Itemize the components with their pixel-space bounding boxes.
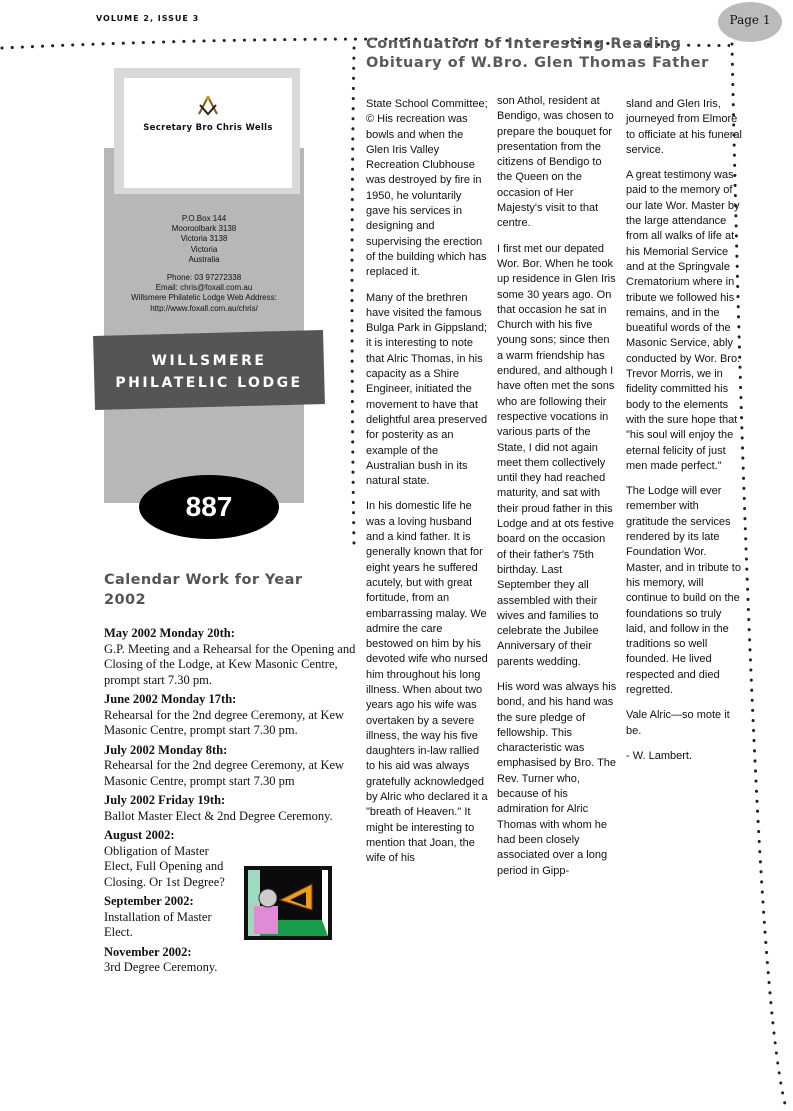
event-date: August 2002: — [104, 828, 175, 842]
article-paragraph: son Athol, resident at Bendigo, was chosen to prepare the bouquet for presentation from the citizens of Bendigo to the Queen on the occasion of Her Majesty's visit to that centre. — [497, 95, 614, 230]
event-date: June 2002 Monday 17th: — [104, 692, 237, 706]
event-date: July 2002 Monday 8th: — [104, 742, 228, 757]
lodge-number: 887 — [139, 475, 279, 539]
dotted-border-column — [346, 46, 362, 546]
article-paragraph: His word was always his bond, and his hand was the sure pledge of fellowship. This characteristic was emphasised by Bro. The Rev. Turner who, because of his admiration for Alric Thomas with whom he had been closely associated over a long period in Gipp- — [497, 680, 617, 877]
article-column-2 — [497, 94, 617, 889]
event-text: 3rd Degree Ceremony. — [104, 960, 218, 974]
article-signature: - W. Lambert. — [626, 749, 693, 762]
calendar-event — [104, 828, 236, 890]
lodge-name — [94, 350, 324, 394]
address-line: Australia — [188, 254, 220, 264]
web-label: Willsmere Philatelic Lodge Web Address: — [131, 293, 277, 303]
event-text: Ballot Master Elect & 2nd Degree Ceremony. — [104, 808, 333, 823]
article-paragraph: State School Committee; © His recreation was bowls and when the Glen Iris Valley Recreation Clubhouse was destroyed by fire in 1950, he voluntarily gave his services in designing and supervising the erection of the building which has replaced it. — [366, 98, 488, 279]
event-text: G.P. Meeting and a Rehearsal for the Opening and Closing of the Lodge, at Kew Masonic Centre, prompt start 7.30 pm. — [104, 641, 356, 687]
phone: Phone: 03 97272338 — [166, 273, 242, 283]
secretary-name: Secretary Bro Chris Wells — [143, 123, 273, 133]
article-paragraph: Vale Alric—so mote it be. — [626, 709, 730, 737]
lodge-name-line2: PHILATELIC LODGE — [115, 375, 303, 391]
event-text: Obligation of Master Elect, Full Opening and Closing. Or 1st Degree? — [104, 843, 225, 889]
event-text: Installation of Master Elect. — [104, 909, 212, 939]
article-paragraph: Many of the brethren have visited the famous Bulga Park in Gippsland; it is interesting to note that Alric Thomas, in his capacity as a Shire Engineer, initiated the movement to have that delightful area preserved for posterity as an example of the Australian bush in its natural state. — [366, 291, 488, 488]
calendar-event — [104, 743, 359, 790]
calendar-event — [104, 793, 359, 824]
contact-address — [104, 214, 304, 314]
article-paragraph: sland and Glen Iris, journeyed from Elmore to officiate at his funeral service. — [626, 98, 742, 156]
address-line: Victoria — [190, 244, 218, 254]
event-date: July 2002 Friday 19th: — [104, 793, 226, 807]
address-line: Victoria 3138 — [180, 234, 228, 244]
article-paragraph: In his domestic life he was a loving husband and a kind father. It is generally known that for eight years he suffered acutely, but with great fortitude, from an embarrassing malay. We admire the care bestowed on him by his devoted wife who nursed him throughout his long illness. When about two years ago his wife was overtaken by a severe illness, the way his five daughters in-law rallied to his aid was always gratefully acknowledged by Alric who declared it a "breath of Heaven." It might be interesting to mention that Joan, the wife of his — [366, 500, 488, 865]
sidebar-panel — [104, 148, 304, 503]
event-text: Rehearsal for the 2nd degree Ceremony, at Kew Masonic Centre, prompt start 7.30 pm — [104, 758, 345, 788]
article-heading-line2: Obituary of W.Bro. Glen Thomas Father — [366, 55, 709, 71]
calendar-event — [104, 692, 359, 739]
calendar-event — [104, 894, 236, 941]
article-paragraph: A great testimony was paid to the memory of our late Wor. Master by the large attendance from all walks of life at his Memorial Service and at the Springvale Crematorium where in tribute we followed his remains, and in the bueatiful words of the Masonic Service, ably conducted by Wor. Bro. Trevor Morris, we in fidelity committed his body to the elements with the sure hope that "his soul will enjoy the eternal felicity of just men made perfect." — [626, 169, 741, 472]
clipart-image — [240, 862, 336, 944]
event-date: November 2002: — [104, 944, 192, 959]
article-paragraph: The Lodge will ever remember with gratitude the services rendered by its late Foundation Wor. Master, and in tribute to his memory, will continue to build on the foundations so truly laid, and follow in the traditions so well founded. He lived respected and died regretted. — [626, 485, 741, 696]
article-column-1 — [366, 97, 488, 877]
calendar-event — [104, 945, 359, 976]
event-text: Rehearsal for the 2nd degree Ceremony, at Kew Masonic Centre, prompt start 7.30 pm. — [104, 707, 345, 737]
lodge-name-line1: WILLSMERE — [151, 353, 267, 369]
address-line: P.O.Box 144 — [181, 214, 227, 223]
email: Email: chris@foxall.com.au — [155, 283, 253, 293]
event-date: May 2002 Monday 20th: — [104, 626, 235, 640]
event-date: September 2002: — [104, 894, 194, 908]
address-line: Mooroolbark 3138 — [171, 224, 237, 234]
web-url[interactable]: http://www.foxall.com.au/chris/ — [150, 303, 258, 313]
calendar-event — [104, 626, 359, 688]
volume-issue: VOLUME 2, ISSUE 3 — [96, 14, 200, 23]
page-number-badge: Page 1 — [718, 2, 782, 42]
article-paragraph: I first met our depated Wor. Bor. When he took up residence in Glen Iris some 30 years ago. On that occasion he sat in Church with his five young sons; since then a warm friendship has endured, and although I have often met the sons who are following their respective vocations in various parts of the State, I did not again meet them collectively until they had reached maturity, and sat with their proud father in this Lodge and at ots festive board on the occasion of their father's 75th birthday. Last September they all assembled with their wives and families to celebrate the Jubilee Anniversary of their parents wedding. — [497, 242, 616, 668]
square-compass-icon — [196, 95, 220, 117]
article-heading-line1: Continuation of Interesting Reading — [366, 36, 682, 52]
calendar-title: Calendar Work for Year 2002 — [104, 572, 303, 608]
article-column-3 — [626, 97, 744, 774]
